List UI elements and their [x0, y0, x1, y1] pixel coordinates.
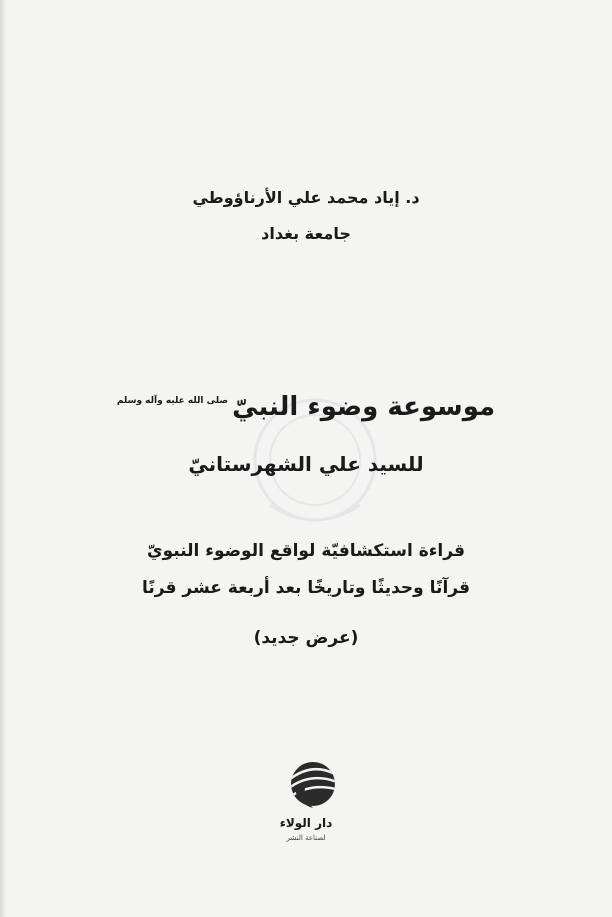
- publisher-tagline: لصناعة النشر: [286, 834, 326, 842]
- author-affiliation: جامعة بغداد: [261, 224, 351, 243]
- book-title-main: موسوعة وضوء النبيّ: [232, 392, 496, 422]
- book-byline: للسيد علي الشهرستانيّ: [188, 452, 424, 476]
- subtitle-line-1: قراءة استكشافيّة لواقع الوضوء النبويّ: [147, 541, 465, 561]
- author-name: د. إياد محمد علي الأرناؤوطي: [192, 188, 420, 207]
- honorific-mark: صلى الله عليه وآله وسلم: [116, 396, 229, 406]
- subtitle-line-3: (عرض جديد): [253, 628, 359, 648]
- publisher-logo-icon: [283, 760, 339, 810]
- subtitle-line-2: قرآنًا وحديثًا وتاريخًا بعد أربعة عشر قرنًا: [142, 578, 470, 598]
- publisher-name: دار الولاء: [279, 816, 333, 830]
- book-title: [0, 392, 612, 422]
